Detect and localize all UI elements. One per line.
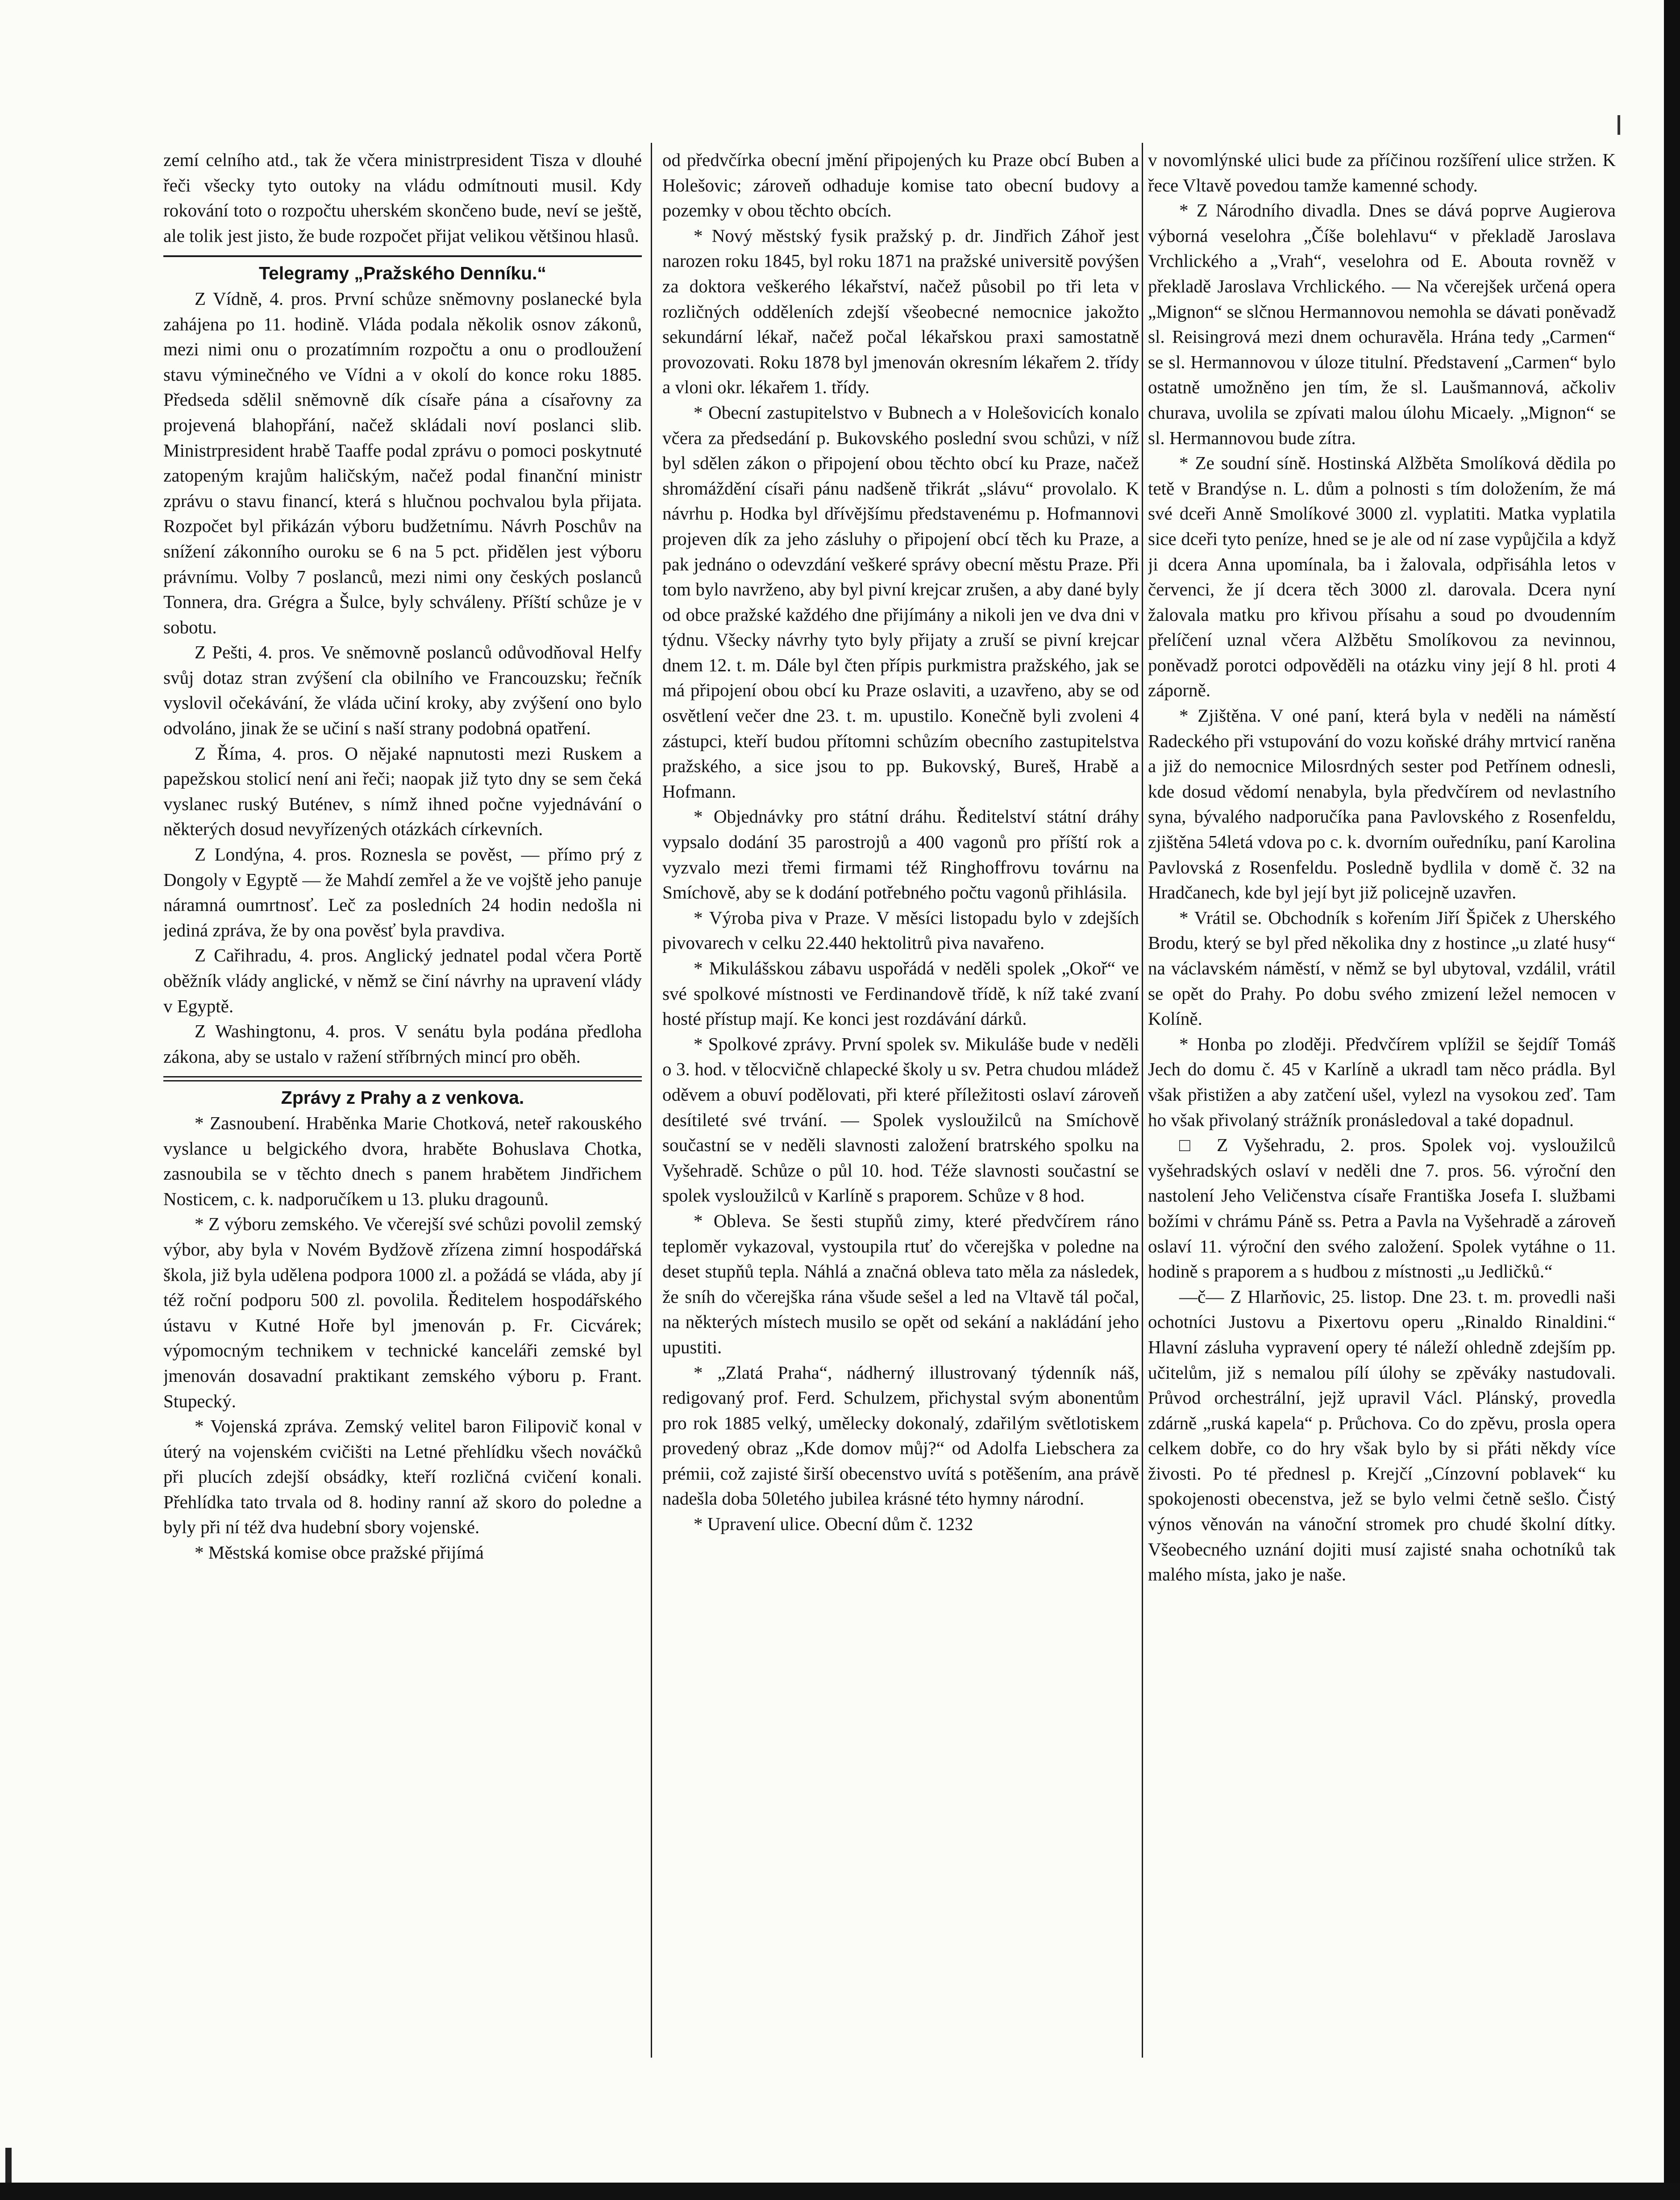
margin-mark: [1618, 115, 1620, 135]
column-rule-left: [651, 143, 652, 2058]
article-paragraph: * Upravení ulice. Obecní dům č. 1232: [694, 1514, 973, 1535]
article-paragraph: zemí celního atd., tak že včera ministrpresident Tisza v dlouhé řeči všecky tyto outoky na vládu odmítnouti musil. Kdy rokování toto o rozpočtu uherském skončeno bude, neví se ještě, ale tolik jest jisto, že bude rozpočet přijat velikou většinou hlasů.: [163, 150, 642, 246]
article-paragraph: Z Cařihradu, 4. pros. Anglický jednatel podal včera Portě oběžník vlády anglické, v němž se činí návrhy na upravení vlády v Egyptě.: [163, 945, 642, 1016]
article-paragraph: v novomlýnské ulici bude za příčinou rozšíření ulice stržen. K řece Vltavě povedou tamže kamenné schody.: [1148, 150, 1616, 195]
article-paragraph: * Honba po zloději. Předvčírem vplížil se šejdíř Tomáš Jech do domu č. 45 v Karlíně a ukradl tam něco prádla. Byl však přistižen a aby zatčení ušel, vylezl na vysokou zeď. Tam ho však přivolaný strážník pronásledoval a také dopadnul.: [1148, 1033, 1616, 1130]
article-paragraph: * Ze soudní síně. Hostinská Alžběta Smolíková dědila po tetě v Brandýse n. L. dům a polnosti s tím doložením, že má své dceři Anně Smolíkové 3000 zl. vyplatiti. Matka vyplatila sice dceři tyto peníze, hned se je ale od ní zase vypůjčila a když ji dcera Anna upomínala, ba i žalovala, odpřisáhla letos v červenci, že jí dcera těch 3000 zl. darovala. Dcera nyní žalovala matku pro křivou přísahu a soud po dvoudenním přelíčení uznal včera Alžbětu Smolíkovou za nevinnou, poněvadž porotci odpověděli na otázku viny její 8 hl. proti 4 záporně.: [1148, 453, 1616, 701]
article-paragraph: * Vrátil se. Obchodník s kořením Jiří Špiček z Uherského Brodu, který se byl před několika dny z hostince „u zlaté husy“ na václavském náměstí, v němž se byl ubytoval, vzdálil, vrátil se opět do Prahy. Po dobu svého zmizení ležel nemocen v Kolíně.: [1148, 907, 1616, 1029]
column-rule-right: [1142, 143, 1143, 2058]
column-right: [1148, 147, 1616, 2062]
article-paragraph: Z Vídně, 4. pros. První schůze sněmovny poslanecké byla zahájena po 11. hodině. Vláda podala několik osnov zákonů, mezi nimi onu o prozatímním rozpočtu a onu o prodloužení stavu výminečného ve Vídni a v okolí do konce roku 1885. Předseda sdělil sněmovně dík císaře pána a císařovny za projevená blahopřání, načež skládali noví poslanci slib. Ministrpresident hrabě Taaffe podal zprávu o pomoci poskytnuté zatopeným krajům haličským, načež podal finanční ministr zprávu o stavu financí, která s hlučnou pochvalou byla přijata. Rozpočet byl přikázán výboru budžetnímu. Návrh Poschův na snížení zákonního ouroku se 6 na 5 pct. přidělen jest výboru právnímu. Volby 7 poslanců, mezi nimi ony českých poslanců Tonnera, dra. Grégra a Šulce, byly schváleny. Příští schůze je v sobotu.: [163, 288, 642, 637]
article-paragraph: * „Zlatá Praha“, nádherný illustrovaný týdenník náš, redigovaný prof. Ferd. Schulzem, přichystal svým abonentům pro rok 1885 velký, umělecky dokonalý, zdařilým světlotiskem provedený obraz „Kde domov můj?“ od Adolfa Liebschera za prémii, což zajisté širší obecenstvo uvítá s potěšením, ana právě nadešla doba 50letého jubilea krásné této hymny národní.: [662, 1362, 1139, 1509]
scan-edge-right: [1664, 0, 1680, 2200]
column-left: [163, 147, 642, 2062]
article-paragraph: * Vojenská zpráva. Zemský velitel baron Filipovič konal v úterý na vojenském cvičišti na Letné přehlídku všech nováčků při plucích zdejší obsádky, kteří rozličná cvičení konali. Přehlídka tato trvala od 8. hodiny ranní až skoro do poledne a byly při ní též dva hudební sbory vojenské.: [163, 1416, 642, 1538]
scan-edge-notch: [5, 2148, 12, 2183]
article-paragraph: * Z Národního divadla. Dnes se dává poprve Augierova výborná veselohra „Číše bolehlavu“ v překladě Jaroslava Vrchlického a „Vrah“, veselohra od E. Abouta rovněž v překladě Jaroslava Vrchlického. — Na včerejšek určená opera „Mignon“ se slčnou Hermannovou nemohla se dávati poněvadž sl. Reisingrová mezi dnem ochuravěla. Hrána tedy „Carmen“ se sl. Hermannovou v úloze titulní. Představení „Carmen“ bylo ostatně umožněno jen tím, že sl. Laušmannová, ačkoliv churava, uvolila se zpívati malou úlohu Micaely. „Mignon“ se sl. Hermannovou bude zítra.: [1148, 200, 1616, 448]
article-paragraph: * Z výboru zemského. Ve včerejší své schůzi povolil zemský výbor, aby byla v Novém Bydžově zřízena zimní hospodářská škola, již byla udělena podpora 1000 zl. a požádá se vláda, aby jí též roční podporu 500 zl. povolila. Ředitelem hospodářského ústavu v Kutné Hoře byl jmenován p. Fr. Cicvárek; výpomocným technikem v technické kanceláři zemské byl jmenován dosavadní praktikant zemského výboru p. Frant. Stupecký.: [163, 1214, 642, 1411]
column-middle: [662, 147, 1139, 2062]
section-double-rule: [163, 1076, 642, 1081]
scan-edge-bottom: [0, 2183, 1680, 2200]
article-paragraph: * Obecní zastupitelstvo v Bubnech a v Holešovicích konalo včera za předsedání p. Bukovského poslední svou schůzi, v níž byl sdělen zákon o připojení obou těchto obcí ku Praze, načež shromáždění císaři pánu nadšeně třikrát „slávu“ provolalo. K návrhu p. Hodka byl dřívějšímu představenému p. Hofmannovi projeven dík za jeho zásluhy o připojení obcí těch ku Praze, a pak jednáno o odevzdání veškeré správy obecní městu Praze. Při tom bylo navrženo, aby byl pivní krejcar zrušen, a aby dané byly od obce pražské každého dne přijímány a nikoli jen ve dva dni v týdnu. Všecky návrhy tyto byly přijaty a zruší se pivní krejcar dnem 12. t. m. Dále byl čten přípis purkmistra pražského, jak se má připojení obou obcí ku Praze oslaviti, a uzavřeno, aby se od osvětlení večer dne 23. t. m. upustilo. Konečně byli zvoleni 4 zástupci, kteří budou přítomni schůzím obecního zastupitelstva pražského, a sice jsou to pp. Bukovský, Bureš, Hrabě a Hofmann.: [662, 402, 1139, 802]
section-rule: [163, 255, 642, 257]
article-paragraph: —č— Z Hlarňovic, 25. listop. Dne 23. t. m. provedli naši ochotníci Justovu a Pixertovu operu „Rinaldo Rinaldini.“ Hlavní zásluha vypravení opery té náleží ohledně zdejším pp. učitelům, již s nemalou pílí úlohy se zpěváky nastudovali. Průvod orchestrální, jejž upravil Václ. Plánský, provedla zdárně „ruská kapela“ p. Průchova. Co do zpěvu, prosla opera celkem dobře, co do hry však bylo by si přáti někdy více živosti. Po té přednesl p. Krejčí „Cínzovní poblavek“ ku spokojenosti obecenstva, jež se bylo velmi četně sešlo. Čistý výnos věnován na vánoční stromek pro chudé školní dítky. Všeobecného uznání dojiti musí zajisté snaha ochotníků tak malého místa, jako je naše.: [1148, 1286, 1616, 1585]
article-paragraph: * Objednávky pro státní dráhu. Ředitelství státní dráhy vypsalo dodání 35 parostrojů a 400 vagonů pro příští rok a vyzvalo mezi třemi firmami též Ringhoffrovu továrnu na Smíchově, aby se k dodání potřebného počtu vagonů přihlásila.: [662, 806, 1139, 903]
article-paragraph: * Zjištěna. V oné paní, která byla v neděli na náměstí Radeckého při vstupování do vozu koňské dráhy mrtvicí raněna a již do nemocnice Milosrdných sester pod Petřínem odnesli, kde dosud vědomí nenabyla, byla předvčírem od nevlastního syna, bývalého nadporučíka pana Pavlovského z Rosenfeldu, zjištěna 54letá vdova po c. k. dvorním ouředníku, paní Karolina Pavlovská z Rosenfeldu. Posledně bydlila v domě č. 32 na Hradčanech, kde byl její byt již policejně uzavřen.: [1148, 705, 1616, 903]
article-paragraph: * Oblevа. Se šesti stupňů zimy, které předvčírem ráno teploměr vykazoval, vystoupila rtuť do včerejška v poledne na deset stupňů tepla. Náhlá a značná obleva tato měla za následek, že sníh do včerejška rána všude sešel a led na Vltavě tál počal, na některých místech musilo se opět od sekání a nakládání jeho upustiti.: [662, 1210, 1139, 1357]
article-paragraph: Z Pešti, 4. pros. Ve sněmovně poslanců odůvodňoval Helfy svůj dotaz stran zvýšení cla obilního ve Francouzsku; řečník vyslovil očekávání, že vláda učiní kroky, aby zvýšení ono bylo odvoláno, jinak že se učiní s naší strany podobná opatření.: [163, 642, 642, 739]
article-paragraph: □ Z Vyšehradu, 2. pros. Spolek voj. vysloužilců vyšehradských oslaví v neděli dne 7. pros. 56. výroční den nastolení Jeho Veličenstva císaře Františka Josefa I. službami božími v chrámu Páně ss. Petra a Pavla na Vyšehradě a zároveň oslaví 11. výroční den svého založení. Spolek vytáhne o 11. hodině s praporem a s hudbou z místnosti „u Jedličků.“: [1148, 1135, 1616, 1282]
section-heading: Zprávy z Prahy a z venkova.: [281, 1087, 524, 1108]
article-paragraph: Z Londýna, 4. pros. Roznesla se pověst, — přímo prý z Dongoly v Egyptě — že Mahdí zemřel a že ve vojště jeho panuje náramná oumrtnosť. Leč za posledních 24 hodin nedošla ni jediná zpráva, že by ona pověsť byla pravdiva.: [163, 844, 642, 940]
article-paragraph: Z Říma, 4. pros. O nějaké napnutosti mezi Ruskem a papežskou stolicí není ani řeči; naopak již tyto dny se sem čeká vyslanec ruský Buténev, s nímž ihned počne vyjednávání o některých dosud nevyřízených otázkách církevních.: [163, 743, 642, 840]
article-paragraph: * Městská komise obce pražské přijímá: [195, 1542, 484, 1563]
article-paragraph: * Nový městský fysik pražský p. dr. Jindřich Záhoř jest narozen roku 1845, byl roku 1871 na pražské universitě povýšen za doktora veškerého lékařství, načež působil po tři leta v rozličných odděleních zdejší všeobecné nemocnice jakožto sekundární lékař, načež počal lékařskou praxi samostatně provozovati. Roku 1878 byl jmenován okresním lékařem 2. třídy a vloni okr. lékařem 1. třídy.: [662, 225, 1139, 398]
article-paragraph: * Zasnoubení. Hraběnka Marie Chotková, neteř rakouského vyslance u belgického dvora, hraběte Bohuslava Chotka, zasnoubila se v těchto dnech s panem hrabětem Jindřichem Nosticem, c. k. nadporučíkem u 13. pluku dragounů.: [163, 1112, 642, 1209]
article-paragraph: Z Washingtonu, 4. pros. V senátu byla podána předloha zákona, aby se ustalo v ražení stříbrných mincí pro oběh.: [163, 1021, 642, 1067]
article-paragraph: od předvčírka obecní jmění připojených ku Praze obcí Buben a Holešovic; zároveň odhaduje komise tato obecní budovy a pozemky v obou těchto obcích.: [662, 150, 1139, 221]
article-paragraph: * Výroba piva v Praze. V měsíci listopadu bylo v zdejších pivovarech v celku 22.440 hektolitrů piva navařeno.: [662, 907, 1139, 953]
section-heading: Telegramy „Pražského Denníku.“: [258, 263, 547, 284]
article-paragraph: * Spolkové zprávy. První spolek sv. Mikuláše bude v neděli o 3. hod. v tělocvičně chlapecké školy u sv. Petra chudou mládež oděvem a obuví podělovati, při které příležitosti oslaví zároveň desítileté své trvání. — Spolek vysloužilců na Smíchově součastní se v neděli slavnosti založení bratrského spolku na Vyšehradě. Schůze o půl 10. hod. Téže slavnosti součastní se spolek vysloužilců v Karlíně s praporem. Schůze v 8 hod.: [662, 1033, 1139, 1206]
article-paragraph: * Mikulášskou zábavu uspořádá v neděli spolek „Okoř“ ve své spolkové místnosti ve Ferdinandově třídě, k níž také zvaní hosté přístup mají. Ke konci jest rozdávání dárků.: [662, 958, 1139, 1029]
